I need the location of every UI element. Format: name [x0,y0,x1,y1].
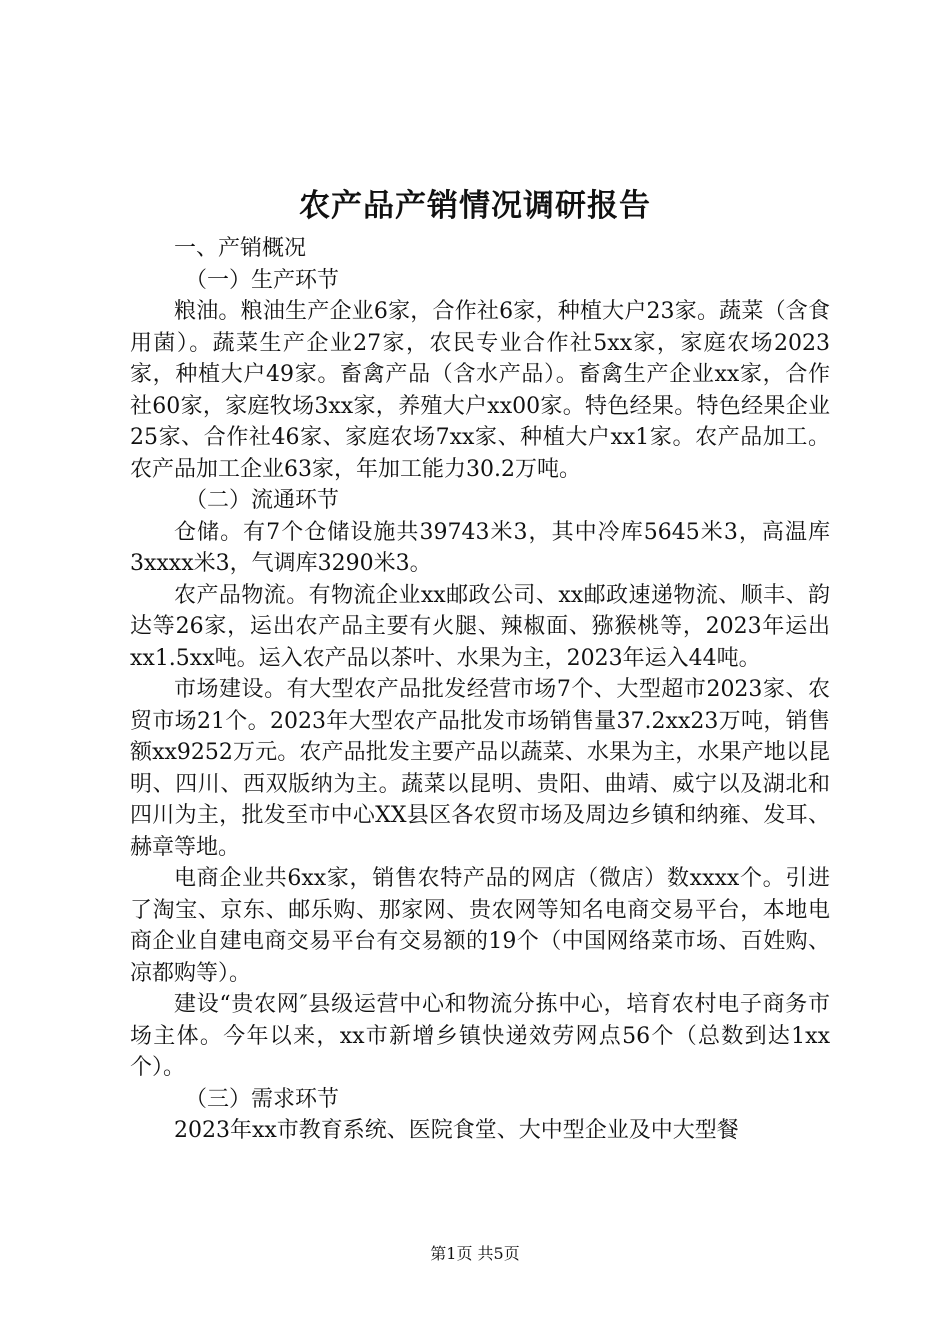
subsection-heading-circulation: （二）流通环节 [185,488,340,513]
subsection-heading-production: （一）生产环节 [185,267,340,293]
document-title: 农产品产销情况调研报告 [299,188,651,224]
paragraph-market: 市场建设。有大型农产品批发经营市场7个、大型超市2023家、农贸市场21个。2023年大型农产品批发市场销售量37.2xx23万吨，销售额xx9252万元。农产品批发主要产品以蔬菜、水果为主，水果产地以昆明、四川、西双版纳为主。蔬菜以昆明、贵阳、曲靖、威宁以及湖北和四川为主，批发至市中心XX县区各农贸市场及周边乡镇和纳雍、发耳、赫章等地。 [130,677,830,860]
paragraph-ecommerce: 电商企业共6xx家，销售农特产品的网店（微店）数xxxx个。引进了淘宝、京东、邮乐购、那家网、贵农网等知名电商交易平台，本地电商企业自建电商交易平台有交易额的19个（中国网络菜市场、百姓购、凉都购等）。 [130,866,830,986]
paragraph-logistics: 农产品物流。有物流企业xx邮政公司、xx邮政速递物流、顺丰、韵达等26家，运出农产品主要有火腿、辣椒面、猕猴桃等，2023年运出xx1.5xx吨。运入农产品以茶叶、水果为主，2023年运入44吨。 [130,582,830,671]
subsection-heading-demand: （三）需求环节 [185,1086,340,1112]
paragraph-construction: 建设“贵农网″县级运营中心和物流分拣中心，培育农村电子商务市场主体。今年以来，xx市新增乡镇快递效劳网点56个（总数到达1xx个）。 [130,992,830,1080]
page-number-footer: 第1页 共5页 [430,1244,520,1263]
paragraph-storage: 仓储。有7个仓储设施共39743米3，其中冷库5645米3，高温库3xxxx米3，气调库3290米3。 [130,519,830,576]
document-body [130,233,830,1147]
paragraph-demand: 2023年xx市教育系统、医院食堂、大中型企业及中大型餐 [174,1118,739,1143]
section-heading-overview: 一、产销概况 [174,236,307,261]
paragraph-production: 粮油。粮油生产企业6家，合作社6家，种植大户23家。蔬菜（含食用菌）。蔬菜生产企业27家，农民专业合作社5xx家，家庭农场2023家，种植大户49家。畜禽产品（含水产品）。畜禽生产企业xx家，合作社60家，家庭牧场3xx家，养殖大户xx00家。特色经果。特色经果企业25家、合作社46家、家庭农场7xx家、种植大户xx1家。农产品加工。农产品加工企业63家，年加工能力30.2万吨。 [130,299,830,482]
